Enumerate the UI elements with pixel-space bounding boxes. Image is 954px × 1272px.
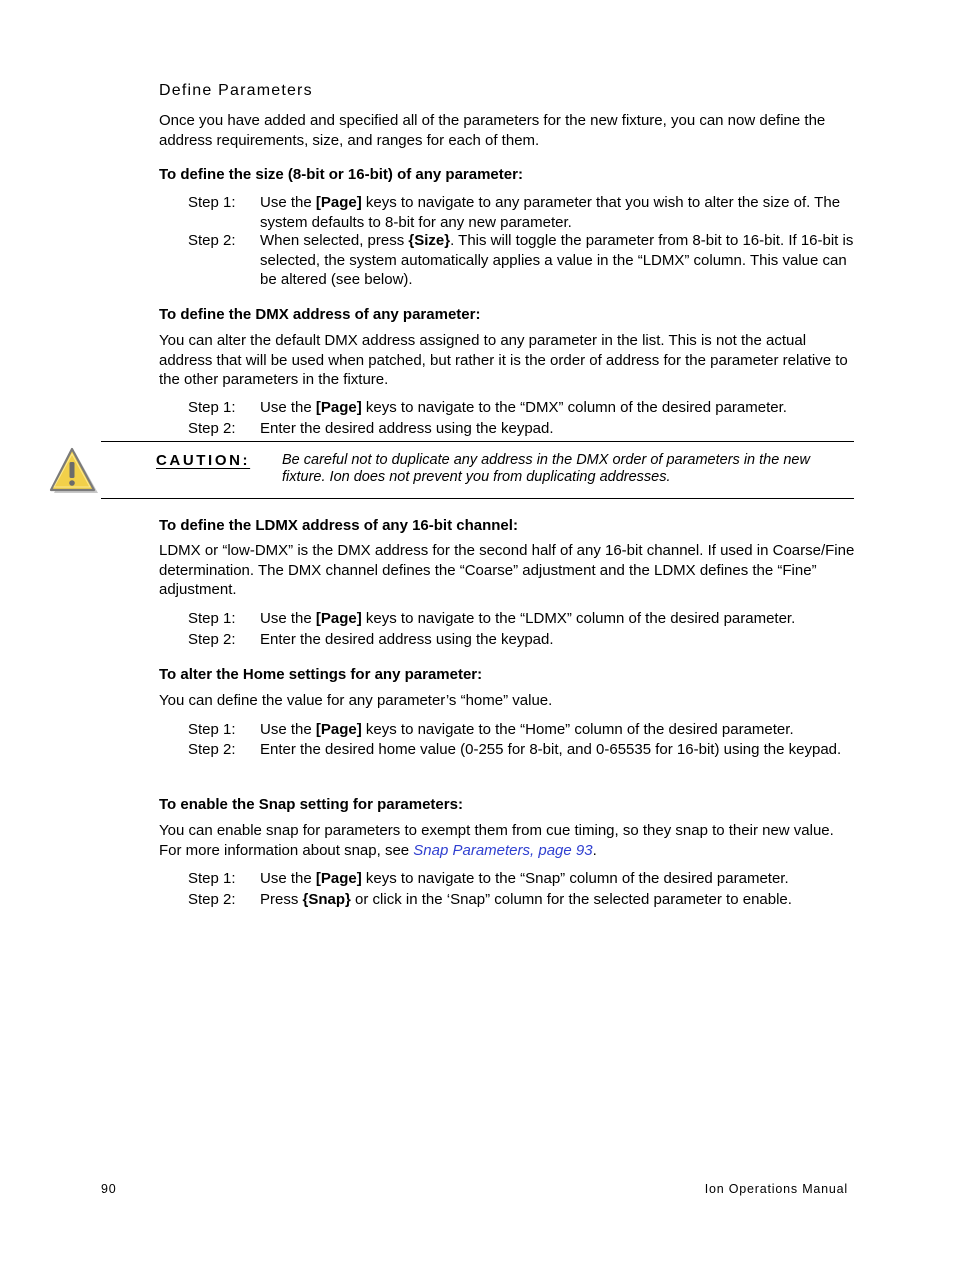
step-text: Use the [Page] keys to navigate to the “Home” column of the desired parameter. — [260, 721, 794, 738]
key-name: [Page] — [315, 610, 362, 627]
size-heading: To define the size (8-bit or 16-bit) of any parameter: — [159, 166, 523, 183]
step-number: Step 1: — [188, 194, 236, 211]
step-number: Step 1: — [188, 399, 236, 416]
caution-text: Be careful not to duplicate any address in the DMX order of parameters in the new fixture. Ion does not prevent you from duplicating addresses. — [282, 452, 810, 485]
caution-top-rule — [101, 441, 854, 442]
key-name: [Page] — [315, 399, 362, 416]
step-text: Enter the desired home value (0-255 for 8-bit, and 0-65535 for 16-bit) using the keypad. — [260, 741, 842, 758]
step-text: Enter the desired address using the keypad. — [260, 420, 554, 437]
snap-parameters-link[interactable]: Snap Parameters, page 93 — [413, 841, 593, 859]
step-number: Step 2: — [188, 420, 236, 437]
caution-bottom-rule — [101, 498, 854, 499]
page-number: 90 — [101, 1182, 117, 1196]
dmx-heading: To define the DMX address of any parameter: — [159, 306, 481, 323]
ldmx-heading: To define the LDMX address of any 16-bit channel: — [159, 517, 518, 534]
step-text: Use the [Page] keys to navigate to any parameter that you wish to alter the size of. The system defaults to 8-bit for any new parameter. — [260, 194, 841, 231]
key-name: [Page] — [315, 194, 362, 211]
ldmx-paragraph: LDMX or “low-DMX” is the DMX address for the second half of any 16-bit channel. If used in Coarse/Fine determination. The DMX channel defines the “Coarse” adjustment and the LDMX defines the “Fine” adjustment. — [159, 542, 855, 598]
section-title: Define Parameters — [159, 82, 313, 99]
warning-triangle-icon — [48, 446, 100, 501]
home-heading: To alter the Home settings for any parameter: — [159, 666, 483, 683]
manual-title: Ion Operations Manual — [704, 1182, 848, 1196]
key-name: {Size} — [408, 232, 451, 249]
key-name: [Page] — [315, 721, 362, 738]
step-number: Step 2: — [188, 741, 236, 758]
dmx-paragraph: You can alter the default DMX address assigned to any parameter in the list. This is not the actual address that will be used when patched, but rather it is the order of address for the parameter relative to the other parameters in the fixture. — [159, 332, 848, 388]
step-text: Use the [Page] keys to navigate to the “DMX” column of the desired parameter. — [260, 399, 787, 416]
step-text: Use the [Page] keys to navigate to the “LDMX” column of the desired parameter. — [260, 610, 796, 627]
step-number: Step 2: — [188, 631, 236, 648]
snap-paragraph: You can enable snap for parameters to exempt them from cue timing, so they snap to their new value. For more information about snap, see Snap Parameters, page 93. — [159, 822, 834, 859]
step-number: Step 1: — [188, 870, 236, 887]
intro-paragraph: Once you have added and specified all of the parameters for the new fixture, you can now define the address requirements, size, and ranges for each of them. — [159, 112, 826, 149]
step-number: Step 1: — [188, 721, 236, 738]
snap-heading: To enable the Snap setting for parameters: — [159, 796, 463, 813]
key-name: [Page] — [315, 870, 362, 887]
step-text: Enter the desired address using the keypad. — [260, 631, 554, 648]
step-number: Step 2: — [188, 232, 236, 249]
step-number: Step 1: — [188, 610, 236, 627]
step-text: Press {Snap} or click in the ‘Snap” column for the selected parameter to enable. — [260, 891, 792, 908]
caution-label: CAUTION: — [156, 452, 251, 469]
step-text: When selected, press {Size}. This will toggle the parameter from 8-bit to 16-bit. If 16-bit is selected, the system automatically applies a value in the “LDMX” column. This value can be altered (see below). — [260, 232, 854, 288]
step-number: Step 2: — [188, 891, 236, 908]
step-text: Use the [Page] keys to navigate to the “Snap” column of the desired parameter. — [260, 870, 789, 887]
home-paragraph: You can define the value for any parameter’s “home” value. — [159, 692, 553, 709]
key-name: {Snap} — [302, 891, 351, 908]
